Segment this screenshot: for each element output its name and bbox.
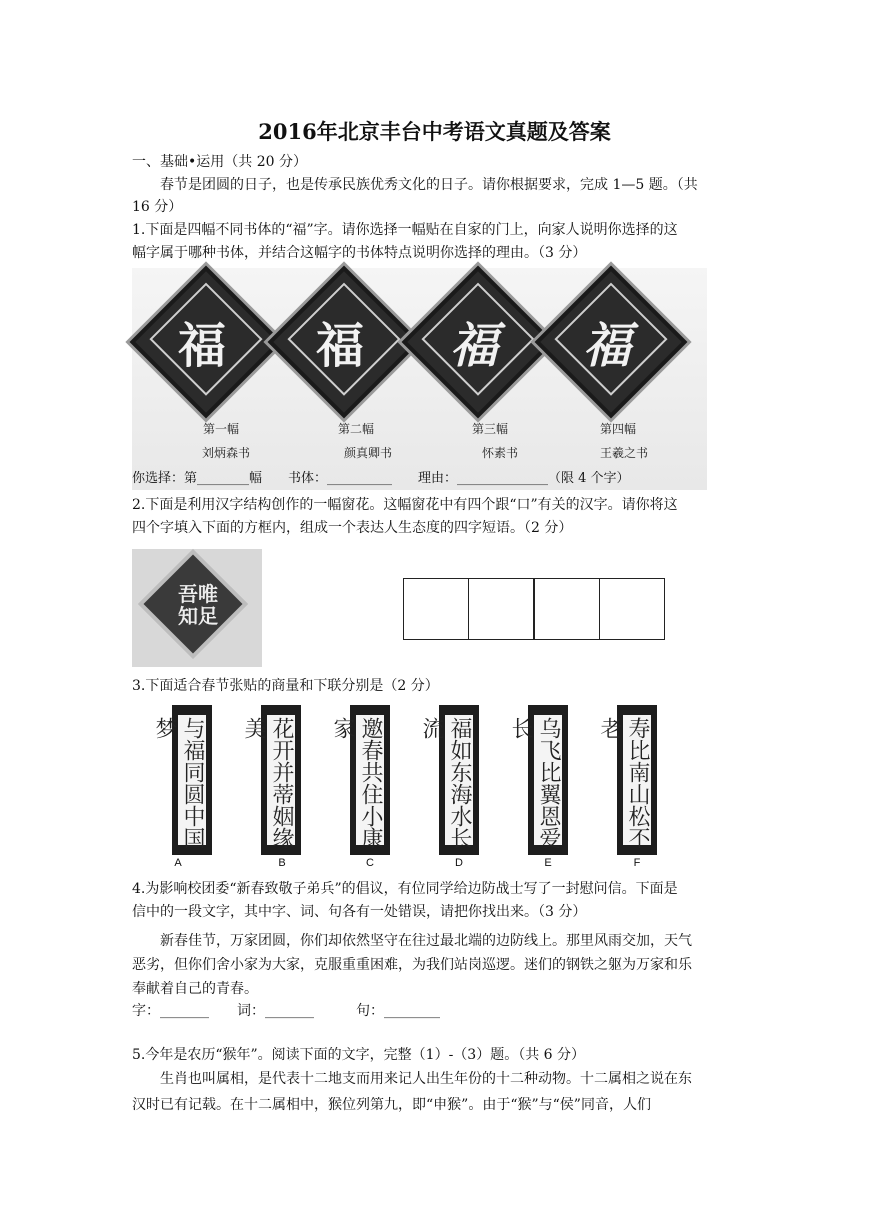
fu-label-3: 第三幅 (472, 422, 509, 436)
question-4-para-3: 奉献着自己的青春。 (132, 981, 258, 997)
question-5-para-1: 生肖也叫属相，是代表十二地支而用来记人出生年份的十二种动物。十二属相之说在东 (160, 1071, 692, 1087)
question-2-line-2: 四个字填入下面的方框内，组成一个表达人生态度的四字短语。（2 分） (132, 520, 573, 536)
couplet-label-e: E (544, 857, 552, 869)
fu-char-2: 福 (315, 318, 364, 374)
answer-box-1[interactable] (403, 578, 469, 640)
question-1-line-2: 幅字属于哪种书体，并结合这幅字的书体特点说明你选择的理由。（3 分） (132, 245, 587, 261)
intro-line-1: 春节是团圆的日子，也是传承民族优秀文化的日子。请你根据要求，完成 1—5 题。（共 (160, 177, 698, 193)
question-1-answer-line: 你选择：第________幅 书体：__________ 理由：______________（限 4 个字） (132, 471, 630, 486)
question-4-para-2: 恶劣，但你们舍小家为大家，克服重重困难，为我们站岗巡逻。迷们的钢铁之躯为万家和乐 (132, 957, 692, 973)
couplet-f-text: 寿比南山松不老 (597, 717, 650, 849)
couplet-a-text: 与福同圆中国梦 (152, 717, 205, 849)
window-flower-text: 吾唯知足 (178, 582, 218, 628)
couplet-b (241, 705, 301, 855)
question-5: 5.今年是农历“猴年”。阅读下面的文字，完整（1）-（3）题。（共 6 分） (132, 1047, 586, 1063)
fu-author-4: 王羲之书 (600, 446, 649, 460)
answer-box-3[interactable] (534, 578, 600, 640)
page-title: 2016年北京丰台中考语文真题及答案 (258, 119, 611, 144)
question-4-para-1: 新春佳节，万家团圆，你们却依然坚守在往过最北端的边防线上。那里风雨交加，天气 (160, 933, 692, 949)
window-flower-image (132, 549, 262, 667)
couplet-e (508, 705, 568, 855)
fu-author-2: 颜真卿书 (344, 446, 393, 460)
couplet-c-text: 邀春共住小康家 (330, 717, 383, 849)
question-3: 3.下面适合春节张贴的商量和下联分别是（2 分） (132, 678, 439, 694)
couplet-a (152, 705, 212, 855)
couplet-label-f: F (633, 857, 641, 869)
fu-char-1: 福 (177, 318, 226, 374)
fu-char-3: 福 (449, 318, 498, 374)
fu-author-3: 怀素书 (482, 446, 519, 460)
couplet-e-text: 乌飞比翼恩爱长 (508, 717, 561, 849)
question-4-line-2: 信中的一段文字，其中字、词、句各有一处错误，请把你找出来。（3 分） (132, 904, 587, 920)
couplet-c (330, 705, 390, 855)
couplet-label-d: D (455, 857, 463, 869)
intro-line-2: 16 分） (132, 199, 183, 215)
fu-label-2: 第二幅 (338, 422, 375, 436)
question-2-line-1: 2.下面是利用汉字结构创作的一幅窗花。这幅窗花中有四个跟“口”有关的汉字。请你将这 (132, 497, 678, 513)
fu-char-4: 福 (582, 318, 631, 374)
answer-box-2[interactable] (468, 578, 534, 640)
fu-label-1: 第一幅 (203, 422, 240, 436)
couplet-d (419, 705, 479, 855)
couplet-label-c: C (366, 857, 374, 869)
section-heading: 一、基础•运用（共 20 分） (132, 154, 307, 170)
couplet-label-a: A (174, 857, 182, 869)
question-1-line-1: 1.下面是四幅不同书体的“福”字。请你选择一幅贴在自家的门上，向家人说明你选择的这 (132, 222, 678, 238)
fu-author-1: 刘炳森书 (202, 446, 251, 460)
couplet-d-text: 福如东海水长流 (419, 717, 472, 849)
fu-label-4: 第四幅 (600, 422, 637, 436)
answer-box-4[interactable] (599, 578, 665, 640)
couplet-label-b: B (278, 857, 286, 869)
question-4-line-1: 4.为影响校团委“新春致敬子弟兵”的倡议，有位同学给边防战士写了一封慰问信。下面是 (132, 881, 678, 897)
question-5-para-2: 汉时已有记载。在十二属相中，猴位列第九，即“申猴”。由于“猴”与“侯”同音，人们 (132, 1097, 651, 1113)
fu-calligraphy-figure (132, 268, 707, 490)
question-4-answer-line: 字：_______ 词：_______ 句：________ (132, 1003, 440, 1019)
couplet-b-text: 花开并蒂姻缘美 (241, 717, 294, 849)
couplet-f (597, 705, 657, 855)
